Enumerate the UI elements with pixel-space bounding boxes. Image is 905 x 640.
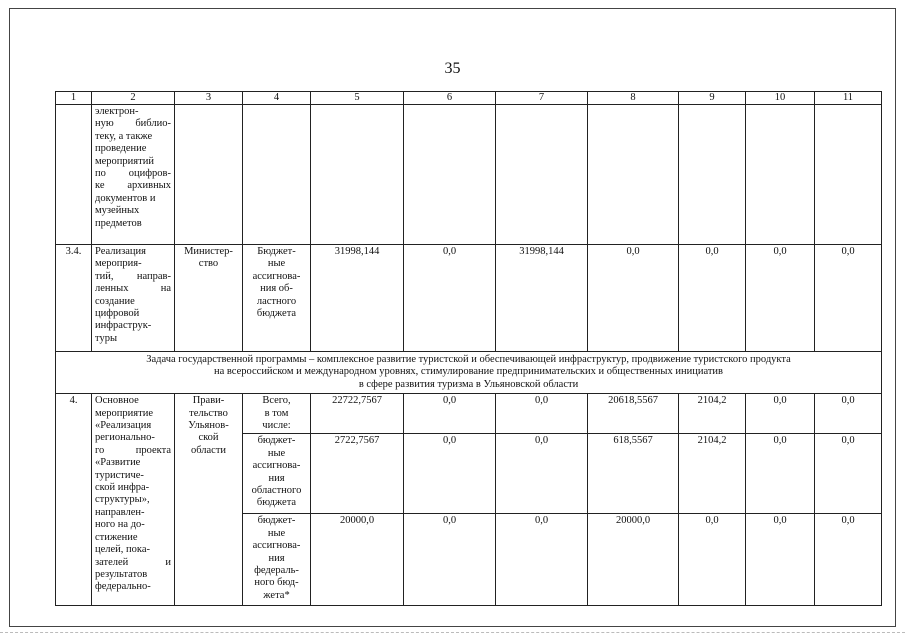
text-line: направлен- [95, 506, 145, 518]
text-line: ные [267, 258, 286, 270]
text-line: Всего, [262, 395, 291, 407]
value-cell: 0,0 [815, 514, 882, 606]
header-cell: 3 [175, 92, 243, 105]
text-line: структуры», [95, 494, 150, 506]
value-cell: 0,0 [746, 514, 815, 606]
text-line: Основное [95, 395, 139, 407]
text-line: ской инфра- [95, 482, 150, 494]
header-cell: 1 [56, 92, 92, 105]
text-line: теку, а также [95, 130, 153, 142]
table-cell [175, 105, 243, 245]
value-cell: 0,0 [815, 434, 882, 514]
value-cell: 2722,7567 [311, 434, 404, 514]
text-line: создание [95, 295, 135, 307]
executor-cell [175, 394, 243, 606]
text-line: цифровой [95, 308, 140, 320]
text-line: «Реализация [95, 420, 152, 432]
value-cell: 2104,2 [679, 394, 746, 434]
text-line: Министер- [184, 246, 233, 257]
text-line: ния [268, 472, 285, 484]
text-line: бюджета [256, 497, 297, 509]
value-cell: 0,0 [815, 394, 882, 434]
table-cell [311, 105, 404, 245]
value-cell: 0,0 [679, 514, 746, 606]
text-line: ленных на [95, 283, 171, 295]
text-line: числе: [262, 420, 291, 432]
table-row [56, 394, 882, 434]
text-line: по оцифров- [95, 168, 171, 180]
text-line: тельство [189, 407, 228, 419]
text-line: мероприятие [95, 407, 153, 419]
text-line: областного [251, 485, 302, 497]
task-heading [56, 352, 882, 394]
value-cell: 20000,0 [588, 514, 679, 606]
text-line: ской [198, 432, 219, 444]
table-row [56, 105, 882, 245]
funding-source-cell [243, 245, 311, 352]
value-cell: 2104,2 [679, 434, 746, 514]
text-line: ные [267, 447, 286, 459]
value-cell: 31998,144 [496, 245, 588, 352]
text-line: ния об- [260, 283, 293, 295]
header-cell: 11 [815, 92, 882, 105]
text-line: Задача государственной программы – комплексное развитие туристской и обеспечивающей инфраструктур, продвижение туристского продукта [146, 354, 791, 365]
header-cell: 9 [679, 92, 746, 105]
value-cell: 0,0 [496, 434, 588, 514]
table-cell [404, 105, 496, 245]
executor-cell [175, 245, 243, 352]
text-line: ния [268, 552, 285, 564]
value-cell: 0,0 [404, 394, 496, 434]
text-line: на всероссийском и международном уровнях, стимулирование предпринимательских и общественных инициатив [213, 366, 723, 378]
value-cell: 0,0 [404, 434, 496, 514]
text-line: в сфере развития туризма в Ульяновской области [358, 378, 579, 390]
value-cell: 618,5567 [588, 434, 679, 514]
table-cell [815, 105, 882, 245]
text-line: музейных [95, 205, 140, 217]
text-line: предметов [95, 217, 142, 229]
item-name-cell [92, 394, 175, 606]
header-cell: 10 [746, 92, 815, 105]
value-cell: 0,0 [496, 514, 588, 606]
text-line: проведение [95, 143, 147, 155]
text-line: туристиче- [95, 469, 144, 481]
value-cell: 0,0 [588, 245, 679, 352]
text-line: федерально- [95, 581, 151, 593]
text-line: туры [95, 332, 118, 344]
value-cell: 0,0 [746, 434, 815, 514]
header-cell: 5 [311, 92, 404, 105]
text-line: мероприятий [95, 155, 154, 167]
table-cell [56, 105, 92, 245]
row-number: 4. [56, 394, 92, 606]
text-line: жета* [263, 589, 290, 601]
text-line: инфраструк- [95, 320, 152, 332]
header-cell: 8 [588, 92, 679, 105]
table-cell [496, 105, 588, 245]
value-cell: 22722,7567 [311, 394, 404, 434]
text-line: зателей и [95, 556, 171, 568]
text-line: Ульянов- [188, 420, 229, 432]
text-line: ство [198, 258, 219, 270]
text-line: ке архивных [95, 180, 171, 192]
text-line: ного бюд- [254, 577, 299, 589]
value-cell: 20000,0 [311, 514, 404, 606]
text-line: го проекта [95, 444, 171, 456]
text-line: ассигнова- [252, 460, 301, 472]
text-line: федераль- [254, 565, 299, 577]
table-cell [243, 105, 311, 245]
item-name-cell [92, 245, 175, 352]
row-number: 3.4. [56, 245, 92, 352]
value-cell: 0,0 [746, 394, 815, 434]
text-line: тий, направ- [95, 270, 171, 282]
value-cell: 0,0 [815, 245, 882, 352]
table-row [56, 245, 882, 352]
value-cell: 31998,144 [311, 245, 404, 352]
text-line: целей, пока- [95, 544, 151, 556]
header-cell: 2 [92, 92, 175, 105]
header-cell: 4 [243, 92, 311, 105]
funding-source-cell [243, 434, 311, 514]
table-cell [679, 105, 746, 245]
table-cell [588, 105, 679, 245]
header-row [56, 92, 882, 105]
item-name-cell [92, 105, 175, 245]
text-line: Бюджет- [257, 246, 296, 257]
table-cell [746, 105, 815, 245]
value-cell: 0,0 [404, 245, 496, 352]
text-line: регионально- [95, 432, 155, 444]
text-line: Прави- [192, 395, 225, 407]
text-line: Реализация [95, 246, 146, 257]
text-line: «Развитие [95, 457, 141, 469]
text-line: бюджет- [257, 515, 296, 527]
value-cell: 0,0 [679, 245, 746, 352]
text-line: электрон- [95, 106, 139, 117]
header-cell: 6 [404, 92, 496, 105]
scan-edge-line [0, 632, 905, 633]
text-line: ластного [256, 295, 297, 307]
text-line: ассигнова- [252, 270, 301, 282]
header-cell: 7 [496, 92, 588, 105]
text-line: ного на до- [95, 519, 145, 531]
funding-source-cell [243, 514, 311, 606]
text-line: в том [264, 407, 289, 419]
text-line: результатов [95, 568, 148, 580]
text-line: документов и [95, 192, 156, 204]
text-line: бюджет- [257, 435, 296, 447]
text-line: стижение [95, 531, 138, 543]
text-line: ассигнова- [252, 540, 301, 552]
text-line: ные [267, 527, 286, 539]
program-table [55, 91, 882, 606]
page-number: 35 [444, 60, 461, 77]
text-line: области [190, 444, 227, 456]
value-cell: 0,0 [496, 394, 588, 434]
text-line: ную библио- [95, 118, 171, 130]
text-line: мероприя- [95, 258, 142, 270]
task-row [56, 352, 882, 394]
value-cell: 20618,5567 [588, 394, 679, 434]
value-cell: 0,0 [404, 514, 496, 606]
funding-source-cell [243, 394, 311, 434]
value-cell: 0,0 [746, 245, 815, 352]
text-line: бюджета [256, 308, 297, 320]
